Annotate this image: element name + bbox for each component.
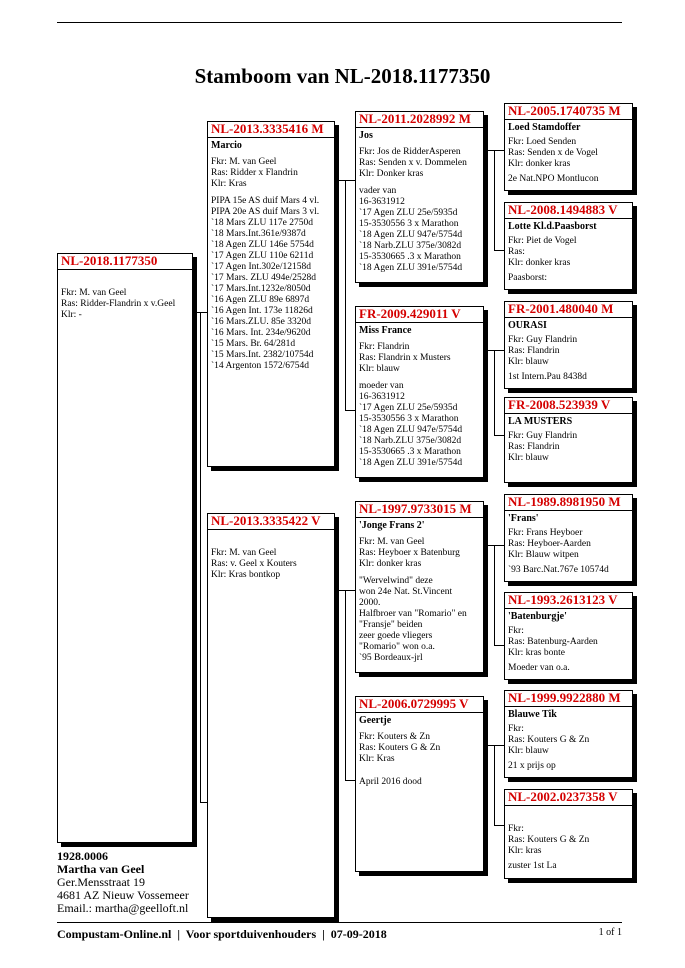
page-number: 1 of 1 bbox=[598, 927, 622, 938]
note-line: `18 Agen ZLU 146e 5754d bbox=[211, 240, 314, 250]
pigeon-name: 'Batenburgje' bbox=[508, 611, 567, 622]
info-line: Fkr: bbox=[508, 824, 524, 834]
ring-number: NL-2011.2028992 M bbox=[356, 112, 483, 128]
pigeon-name: Miss France bbox=[359, 325, 412, 336]
connector bbox=[494, 150, 495, 250]
info-line: Fkr: M. van Geel bbox=[359, 537, 425, 547]
info-line: Fkr: Guy Flandrin bbox=[508, 335, 578, 345]
note-line: `16 Agen Int. 173e 11826d bbox=[211, 306, 313, 316]
note-line: 2e Nat.NPO Montlucon bbox=[508, 174, 599, 184]
note-line: 2000. bbox=[359, 598, 381, 608]
info-line: Klr: Kras bbox=[211, 179, 247, 189]
note-line: `17 Mars.Int.1232e/8050d bbox=[211, 284, 311, 294]
note-line: `17 Agen ZLU 25e/5935d bbox=[359, 208, 458, 218]
page-title: Stamboom van NL-2018.1177350 bbox=[194, 64, 491, 88]
info-line: Fkr: Jos de RidderAsperen bbox=[359, 147, 461, 157]
note-line: 15-3530665 .3 x Marathon bbox=[359, 447, 461, 457]
note-line: 15-3530556 3 x Marathon bbox=[359, 414, 459, 424]
info-line: Ras: Batenburg-Aarden bbox=[508, 637, 598, 647]
owner-street: Ger.Mensstraat 19 bbox=[57, 875, 145, 889]
note-line: April 2016 dood bbox=[359, 777, 422, 787]
pigeon-card-sire[interactable] bbox=[207, 121, 335, 467]
note-line: 15-3530556 3 x Marathon bbox=[359, 219, 459, 229]
note-line: zuster 1st La bbox=[508, 861, 557, 871]
info-line: Ras: Heyboer x Batenburg bbox=[359, 548, 460, 558]
info-line: Ras: bbox=[508, 247, 525, 257]
note-line: Paasborst: bbox=[508, 273, 548, 283]
note-line: `17 Agen ZLU 110e 6211d bbox=[211, 251, 314, 261]
info-line: Ras: Kouters G & Zn bbox=[508, 835, 590, 845]
info-line: Ras: Flandrin bbox=[508, 346, 560, 356]
note-line: `14 Argenton 1572/6754d bbox=[211, 361, 309, 371]
ring-number: NL-2013.3335422 V bbox=[208, 514, 334, 530]
note-line: `17 Agen ZLU 25e/5935d bbox=[359, 403, 458, 413]
connector bbox=[200, 802, 207, 803]
ring-number: NL-2018.1177350 bbox=[58, 254, 192, 270]
info-line: Fkr: Frans Heyboer bbox=[508, 528, 583, 538]
info-line: Fkr: M. van Geel bbox=[61, 288, 127, 298]
ring-number: NL-2002.0237358 V bbox=[505, 790, 632, 806]
connector bbox=[494, 825, 504, 826]
info-line: Klr: donker kras bbox=[359, 559, 422, 569]
pigeon-name: Loed Stamdoffer bbox=[508, 122, 581, 133]
info-line: Klr: Blauw witpen bbox=[508, 550, 579, 560]
info-line: Fkr: bbox=[508, 724, 524, 734]
pigeon-name: LA MUSTERS bbox=[508, 416, 573, 427]
info-line: Klr: blauw bbox=[508, 357, 549, 367]
note-line: won 24e Nat. St.Vincent bbox=[359, 587, 453, 597]
ring-number: NL-2013.3335416 M bbox=[208, 122, 334, 138]
ring-number: NL-1989.8981950 M bbox=[505, 495, 632, 511]
info-line: Ras: Flandrin bbox=[508, 442, 560, 452]
note-line: vader van bbox=[359, 186, 397, 196]
note-line: 16-3631912 bbox=[359, 392, 405, 402]
note-line: `15 Mars.Int. 2382/10754d bbox=[211, 350, 314, 360]
owner-name: Martha van Geel bbox=[57, 862, 145, 876]
info-line: Ras: Kouters G & Zn bbox=[359, 743, 441, 753]
connector bbox=[345, 410, 355, 411]
ring-number: FR-2009.429011 V bbox=[356, 307, 483, 323]
info-line: Klr: blauw bbox=[508, 746, 549, 756]
note-line: `18 Narb.ZLU 375e/3082d bbox=[359, 241, 462, 251]
owner-email[interactable]: Email.: martha@geelloft.nl bbox=[57, 901, 189, 915]
ring-number: NL-1999.9922880 M bbox=[505, 691, 632, 707]
footer-text: Compustam-Online.nl | Voor sportduivenhouders | 07-09-2018 bbox=[57, 927, 387, 941]
info-line: Klr: Kras bontkop bbox=[211, 570, 281, 580]
ring-number: NL-2005.1740735 M bbox=[505, 104, 632, 120]
info-line: Fkr: Guy Flandrin bbox=[508, 431, 578, 441]
connector bbox=[494, 435, 504, 436]
ring-number: NL-1997.9733015 M bbox=[356, 502, 483, 518]
ring-number: NL-2008.1494883 V bbox=[505, 203, 632, 219]
pigeon-card-sss[interactable] bbox=[504, 103, 633, 191]
note-line: `16 Agen ZLU 89e 6897d bbox=[211, 295, 310, 305]
note-line: `18 Mars.Int.361e/9387d bbox=[211, 229, 306, 239]
top-rule bbox=[57, 22, 622, 23]
info-line: Fkr: Loed Senden bbox=[508, 137, 577, 147]
info-line: Klr: Kras bbox=[359, 754, 395, 764]
note-line: moeder van bbox=[359, 381, 404, 391]
note-line: PIPA 15e AS duif Mars 4 vl. bbox=[211, 196, 320, 206]
note-line: 16-3631912 bbox=[359, 197, 405, 207]
footer-rule bbox=[57, 922, 622, 923]
note-line: `16 Mars. Int. 234e/9620d bbox=[211, 328, 311, 338]
connector bbox=[200, 312, 201, 802]
note-line: zeer goede vliegers bbox=[359, 631, 433, 641]
info-line: Ras: v. Geel x Kouters bbox=[211, 559, 297, 569]
pigeon-card-dss[interactable] bbox=[504, 494, 633, 582]
info-line: Klr: donker kras bbox=[508, 159, 571, 169]
pigeon-name: Blauwe Tik bbox=[508, 709, 557, 720]
info-line: Klr: kras bonte bbox=[508, 648, 565, 658]
pigeon-name: 'Jonge Frans 2' bbox=[359, 520, 425, 531]
pigeon-card-ddd[interactable] bbox=[504, 789, 633, 879]
info-line: Fkr: bbox=[508, 626, 524, 636]
pigeon-card-dds[interactable] bbox=[504, 690, 633, 778]
pigeon-name: Geertje bbox=[359, 715, 392, 726]
note-line: "Romario" won o.a. bbox=[359, 642, 435, 652]
note-line: `17 Agen Int.302e/12158d bbox=[211, 262, 312, 272]
info-line: Klr: - bbox=[61, 310, 82, 320]
pigeon-card-dam-sire[interactable] bbox=[355, 501, 484, 673]
pigeon-card-sds[interactable] bbox=[504, 301, 633, 389]
pigeon-name: Jos bbox=[359, 130, 373, 141]
connector bbox=[494, 350, 495, 435]
pigeon-name: OURASI bbox=[508, 320, 547, 331]
info-line: Ras: Senden x v. Dommelen bbox=[359, 158, 467, 168]
pigeon-card-sire-dam[interactable] bbox=[355, 306, 484, 478]
note-line: "Wervelwind" deze bbox=[359, 576, 433, 586]
ring-number: FR-2008.523939 V bbox=[505, 398, 632, 414]
note-line: PIPA 20e AS duif Mars 3 vl. bbox=[211, 207, 320, 217]
note-line: Halfbroer van "Romario" en bbox=[359, 609, 467, 619]
info-line: Fkr: Piet de Vogel bbox=[508, 236, 577, 246]
info-line: Klr: kras bbox=[508, 846, 542, 856]
pigeon-card-sdd[interactable] bbox=[504, 397, 633, 483]
info-line: Fkr: M. van Geel bbox=[211, 157, 277, 167]
footer bbox=[57, 927, 622, 942]
info-line: Ras: Ridder-Flandrin x v.Geel bbox=[61, 299, 176, 309]
info-line: Klr: blauw bbox=[508, 453, 549, 463]
pigeon-card-ssd[interactable] bbox=[504, 202, 633, 290]
note-line: 1st Intern.Pau 8438d bbox=[508, 372, 587, 382]
info-line: Ras: Senden x de Vogel bbox=[508, 148, 598, 158]
connector bbox=[494, 745, 495, 825]
info-line: Fkr: Flandrin bbox=[359, 342, 410, 352]
info-line: Ras: Ridder x Flandrin bbox=[211, 168, 298, 178]
note-line: `93 Barc.Nat.767e 10574d bbox=[508, 565, 609, 575]
info-line: Fkr: Kouters & Zn bbox=[359, 732, 430, 742]
note-line: `18 Agen ZLU 391e/5754d bbox=[359, 458, 463, 468]
pigeon-name: Lotte Kl.d.Paasborst bbox=[508, 221, 597, 232]
pigeon-card-dam-dam[interactable] bbox=[355, 696, 484, 872]
pigeon-card-sire-sire[interactable] bbox=[355, 111, 484, 283]
owner-city: 4681 AZ Nieuw Vossemeer bbox=[57, 888, 189, 902]
connector bbox=[494, 645, 504, 646]
connector bbox=[345, 590, 346, 780]
note-line: `18 Narb.ZLU 375e/3082d bbox=[359, 436, 462, 446]
info-line: Fkr: M. van Geel bbox=[211, 548, 277, 558]
note-line: 15-3530665 .3 x Marathon bbox=[359, 252, 461, 262]
info-line: Klr: donker kras bbox=[508, 258, 571, 268]
owner-code: 1928.0006 bbox=[57, 849, 108, 863]
pigeon-name: Marcio bbox=[211, 140, 242, 151]
info-line: Klr: Donker kras bbox=[359, 169, 424, 179]
note-line: "Fransje" beiden bbox=[359, 620, 423, 630]
note-line: Moeder van o.a. bbox=[508, 663, 570, 673]
note-line: `17 Mars. ZLU 494e/2528d bbox=[211, 273, 317, 283]
note-line: `15 Mars. Br. 64/281d bbox=[211, 339, 296, 349]
owner-info bbox=[57, 850, 189, 915]
note-line: `18 Agen ZLU 391e/5754d bbox=[359, 263, 463, 273]
info-line: Ras: Kouters G & Zn bbox=[508, 735, 590, 745]
connector bbox=[345, 180, 346, 410]
note-line: `18 Agen ZLU 947e/5754d bbox=[359, 425, 463, 435]
info-line: Klr: blauw bbox=[359, 364, 400, 374]
ring-number: NL-2006.0729995 V bbox=[356, 697, 483, 713]
note-line: `18 Mars ZLU 117e 2750d bbox=[211, 218, 314, 228]
note-line: `95 Bordeaux-jrl bbox=[359, 653, 423, 663]
info-line: Ras: Heyboer-Aarden bbox=[508, 539, 591, 549]
pigeon-card-dam[interactable] bbox=[207, 513, 335, 918]
info-line: Ras: Flandrin x Musters bbox=[359, 353, 451, 363]
connector bbox=[345, 780, 355, 781]
ring-number: NL-1993.2613123 V bbox=[505, 593, 632, 609]
pigeon-card-subject[interactable] bbox=[57, 253, 193, 843]
note-line: `18 Agen ZLU 947e/5754d bbox=[359, 230, 463, 240]
pigeon-card-dsd[interactable] bbox=[504, 592, 633, 680]
note-line: 21 x prijs op bbox=[508, 761, 556, 771]
ring-number: FR-2001.480040 M bbox=[505, 302, 632, 318]
note-line: `16 Mars.ZLU. 85e 3320d bbox=[211, 317, 311, 327]
connector bbox=[494, 545, 495, 645]
connector bbox=[494, 250, 504, 251]
pigeon-name: 'Frans' bbox=[508, 513, 539, 524]
